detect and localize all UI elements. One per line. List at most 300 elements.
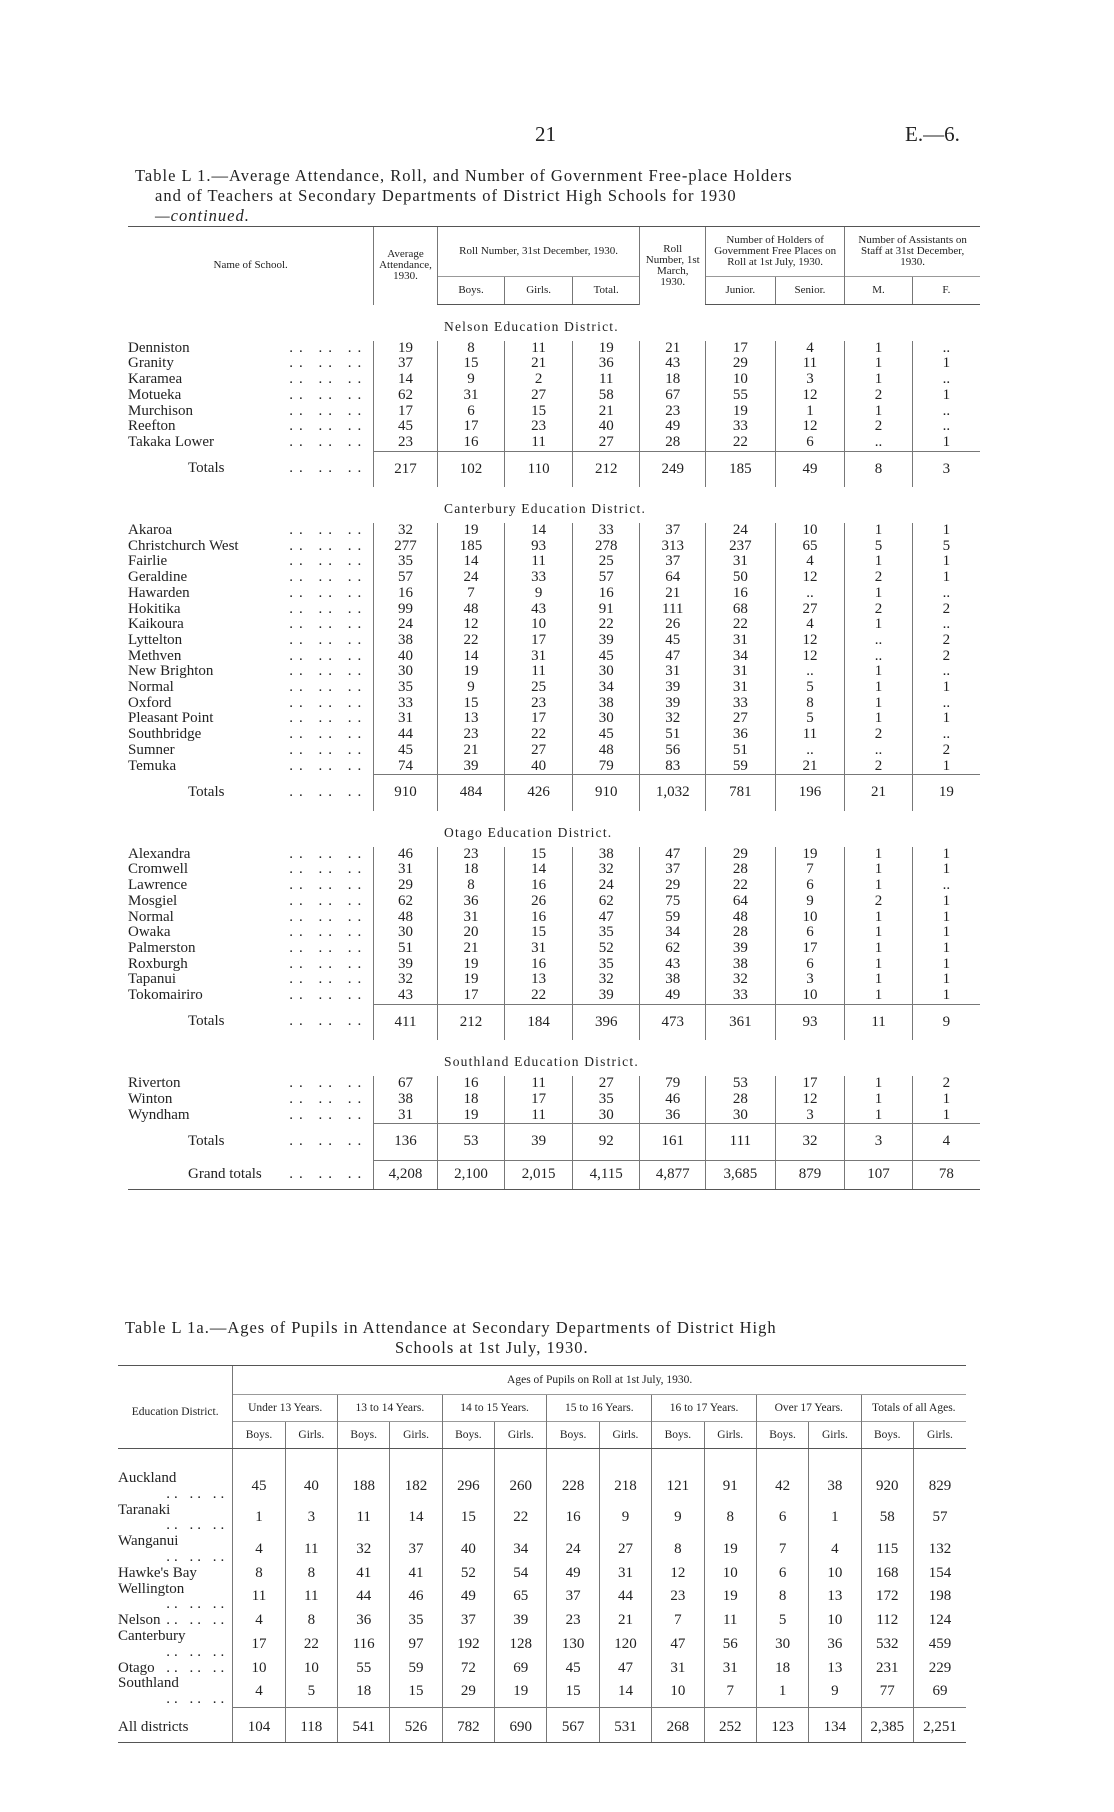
table-cell: 18 bbox=[437, 1092, 505, 1108]
table-cell: 1 bbox=[845, 372, 913, 388]
table-cell: 6 bbox=[775, 925, 845, 941]
table-cell: 1 bbox=[845, 1092, 913, 1108]
table-cell: 42 bbox=[756, 1449, 808, 1503]
table-cell: 14 bbox=[437, 554, 505, 570]
table-row bbox=[128, 356, 980, 372]
table-cell: 34 bbox=[706, 649, 776, 665]
table-cell: 1 bbox=[912, 523, 980, 539]
table-cell: 41 bbox=[338, 1566, 390, 1582]
table-cell: 212 bbox=[437, 1004, 505, 1040]
table-cell: 4 bbox=[809, 1534, 861, 1566]
table-cell: 24 bbox=[437, 570, 505, 586]
table-cell: 1 bbox=[912, 925, 980, 941]
table-row bbox=[128, 696, 980, 712]
table-cell: .. bbox=[912, 419, 980, 435]
table-cell: 19 bbox=[374, 341, 437, 357]
table-cell: 4 bbox=[775, 341, 845, 357]
table-cell: 15 bbox=[390, 1676, 442, 1708]
table-cell: 27 bbox=[599, 1534, 651, 1566]
table-cell: 45 bbox=[572, 727, 640, 743]
school-name: Otago .. .. .. bbox=[118, 1659, 229, 1676]
table-cell: 16 bbox=[437, 435, 505, 451]
table-cell: 33 bbox=[706, 988, 776, 1004]
table-cell: 1 bbox=[845, 356, 913, 372]
table-cell: 6 bbox=[775, 435, 845, 451]
table-cell: 1 bbox=[845, 910, 913, 926]
school-name: Normal .. .. .. bbox=[128, 679, 368, 696]
table-cell: 231 bbox=[861, 1661, 913, 1677]
table-cell: 1 bbox=[845, 617, 913, 633]
table-cell: 1 bbox=[845, 957, 913, 973]
table-cell: 1 bbox=[912, 1108, 980, 1124]
table-cell: 67 bbox=[374, 1076, 437, 1092]
district-heading: Otago Education District. bbox=[444, 824, 613, 840]
table-cell: 13 bbox=[809, 1661, 861, 1677]
table-cell: 12 bbox=[437, 617, 505, 633]
table-cell: 15 bbox=[437, 356, 505, 372]
col-avg-header: Average Attendance, 1930. bbox=[374, 227, 437, 305]
table-cell: 24 bbox=[706, 523, 776, 539]
table-cell: 15 bbox=[437, 696, 505, 712]
table-cell: 128 bbox=[495, 1629, 547, 1661]
table-cell: 74 bbox=[374, 759, 437, 775]
table-cell: 62 bbox=[374, 388, 437, 404]
table-cell: 22 bbox=[706, 435, 776, 451]
table-cell: 75 bbox=[640, 894, 706, 910]
table-cell: 16 bbox=[572, 586, 640, 602]
table-cell: 35 bbox=[374, 680, 437, 696]
table-cell: 49 bbox=[442, 1582, 494, 1614]
age-group-header: 15 to 16 Years. bbox=[547, 1395, 652, 1422]
table-cell: 879 bbox=[775, 1160, 845, 1189]
table-cell: 40 bbox=[374, 649, 437, 665]
table-cell: 21 bbox=[599, 1613, 651, 1629]
table-cell: 10 bbox=[706, 372, 776, 388]
table-row bbox=[128, 878, 980, 894]
table-cell: 781 bbox=[706, 775, 776, 811]
table-cell: 19 bbox=[437, 1108, 505, 1124]
table-cell: 104 bbox=[233, 1708, 285, 1743]
school-name: Oxford .. .. .. bbox=[128, 694, 368, 711]
table-cell: 45 bbox=[547, 1661, 599, 1677]
table-cell: 69 bbox=[495, 1661, 547, 1677]
table-cell: 46 bbox=[390, 1582, 442, 1614]
table-row bbox=[128, 617, 980, 633]
school-name: Lyttelton .. .. .. bbox=[128, 631, 368, 648]
table-cell: 64 bbox=[640, 570, 706, 586]
table-cell: 29 bbox=[706, 356, 776, 372]
table-cell: 48 bbox=[437, 602, 505, 618]
table-cell: 260 bbox=[495, 1449, 547, 1503]
table-cell: 11 bbox=[845, 1004, 913, 1040]
table-cell: 30 bbox=[706, 1108, 776, 1124]
table-cell: 1 bbox=[845, 341, 913, 357]
school-name: Hokitika .. .. .. bbox=[128, 600, 368, 617]
table-cell: 2 bbox=[845, 419, 913, 435]
table-cell: 15 bbox=[505, 847, 573, 863]
table-row bbox=[128, 1108, 980, 1124]
school-name: Cromwell .. .. .. bbox=[128, 861, 368, 878]
district-heading: Canterbury Education District. bbox=[444, 501, 647, 517]
table-cell: 35 bbox=[374, 554, 437, 570]
table2-title: Table L 1a.—Ages of Pupils in Attendance at Secondary Departments of District High Schools at 1st July, 1930. bbox=[125, 1318, 777, 1357]
table-cell: 47 bbox=[640, 649, 706, 665]
table-cell: 79 bbox=[640, 1076, 706, 1092]
table-cell: 45 bbox=[640, 633, 706, 649]
table-cell: 17 bbox=[233, 1629, 285, 1661]
table-cell: 31 bbox=[652, 1661, 704, 1677]
table-cell: 27 bbox=[505, 388, 573, 404]
table-cell: 11 bbox=[338, 1503, 390, 1535]
table1-title: Table L 1.—Average Attendance, Roll, and Number of Government Free-place Holders and of Teachers at Secondary Departments of District High Schools for 1930 —continued. bbox=[135, 166, 793, 225]
table-cell: 10 bbox=[809, 1613, 861, 1629]
table-cell: 27 bbox=[775, 602, 845, 618]
table-cell: 41 bbox=[390, 1566, 442, 1582]
table-cell: 14 bbox=[505, 523, 573, 539]
table-cell: 25 bbox=[572, 554, 640, 570]
table-cell: 10 bbox=[704, 1566, 756, 1582]
table-cell: 37 bbox=[374, 356, 437, 372]
table-cell: .. bbox=[912, 372, 980, 388]
table-cell: 78 bbox=[912, 1160, 980, 1189]
table-cell: 1 bbox=[912, 356, 980, 372]
table-cell: 185 bbox=[706, 451, 776, 487]
table-cell: 37 bbox=[547, 1582, 599, 1614]
table-cell: 115 bbox=[861, 1534, 913, 1566]
table-cell: 4 bbox=[775, 554, 845, 570]
boys-header: Boys. bbox=[233, 1422, 285, 1449]
table-cell: 32 bbox=[374, 972, 437, 988]
table-cell: 29 bbox=[706, 847, 776, 863]
table-cell: 31 bbox=[706, 680, 776, 696]
age-group-header: Over 17 Years. bbox=[756, 1395, 861, 1422]
table-cell: 237 bbox=[706, 539, 776, 555]
table-cell: 18 bbox=[756, 1661, 808, 1677]
table-cell: 11 bbox=[775, 356, 845, 372]
table-cell: 2 bbox=[912, 633, 980, 649]
totals-row bbox=[128, 451, 980, 487]
table-cell: 218 bbox=[599, 1449, 651, 1503]
school-name: Auckland .. .. .. bbox=[118, 1470, 229, 1502]
table-cell: 2,251 bbox=[913, 1708, 966, 1743]
table-cell: 39 bbox=[572, 633, 640, 649]
table-cell: 51 bbox=[706, 743, 776, 759]
table-cell: 35 bbox=[572, 925, 640, 941]
school-name: Owaka .. .. .. bbox=[128, 924, 368, 941]
table-cell: 15 bbox=[505, 925, 573, 941]
table-cell: 17 bbox=[505, 711, 573, 727]
school-name: Normal .. .. .. bbox=[128, 908, 368, 925]
table-cell: 192 bbox=[442, 1629, 494, 1661]
table-cell: 45 bbox=[233, 1449, 285, 1503]
table-row bbox=[128, 957, 980, 973]
table-cell: 1 bbox=[845, 404, 913, 420]
table-row bbox=[118, 1613, 966, 1629]
table-cell: 31 bbox=[640, 664, 706, 680]
table-cell: 29 bbox=[442, 1676, 494, 1708]
table-cell: 212 bbox=[572, 451, 640, 487]
table-cell: 40 bbox=[572, 419, 640, 435]
table-cell: 28 bbox=[706, 862, 776, 878]
table-cell: 39 bbox=[495, 1613, 547, 1629]
table-cell: 120 bbox=[599, 1629, 651, 1661]
table-cell: 77 bbox=[861, 1676, 913, 1708]
table-cell: 198 bbox=[913, 1582, 966, 1614]
table-cell: 59 bbox=[640, 910, 706, 926]
table-cell: 17 bbox=[775, 941, 845, 957]
table-cell: 21 bbox=[640, 341, 706, 357]
col-assistants-header: Number of Assistants on Staff at 31st December, 1930. bbox=[845, 227, 980, 277]
table-cell: 45 bbox=[374, 743, 437, 759]
table-cell: 37 bbox=[442, 1613, 494, 1629]
table-cell: 47 bbox=[572, 910, 640, 926]
table-cell: 31 bbox=[437, 388, 505, 404]
table-cell: 14 bbox=[374, 372, 437, 388]
table-cell: 277 bbox=[374, 539, 437, 555]
table-cell: 22 bbox=[505, 727, 573, 743]
table-cell: 45 bbox=[572, 649, 640, 665]
table-row bbox=[118, 1676, 966, 1708]
table-cell: 52 bbox=[442, 1566, 494, 1582]
table-cell: 7 bbox=[756, 1534, 808, 1566]
school-name: Taranaki .. .. .. bbox=[118, 1501, 229, 1534]
table-cell: 18 bbox=[640, 372, 706, 388]
table-row bbox=[128, 1076, 980, 1092]
table-cell: 2 bbox=[845, 759, 913, 775]
table-cell: 49 bbox=[640, 419, 706, 435]
table-cell: 32 bbox=[640, 711, 706, 727]
table-cell: 10 bbox=[775, 910, 845, 926]
table-row bbox=[118, 1629, 966, 1661]
table-row bbox=[128, 910, 980, 926]
school-name: Canterbury .. .. .. bbox=[118, 1627, 229, 1660]
table-cell: 48 bbox=[374, 910, 437, 926]
table-cell: 111 bbox=[706, 1124, 776, 1161]
table-cell: 228 bbox=[547, 1449, 599, 1503]
table-cell: 11 bbox=[704, 1613, 756, 1629]
table-cell: 58 bbox=[861, 1503, 913, 1535]
table-cell: 28 bbox=[706, 925, 776, 941]
table-cell: 1 bbox=[912, 957, 980, 973]
table-cell: 22 bbox=[706, 617, 776, 633]
table-cell: 30 bbox=[756, 1629, 808, 1661]
table-cell: 8 bbox=[845, 451, 913, 487]
table-cell: 40 bbox=[442, 1534, 494, 1566]
table-cell: 1 bbox=[912, 847, 980, 863]
table-cell: 1,032 bbox=[640, 775, 706, 811]
school-name: Kaikoura .. .. .. bbox=[128, 616, 368, 633]
table-cell: 1 bbox=[845, 680, 913, 696]
table-cell: 38 bbox=[374, 633, 437, 649]
table-cell: 2,015 bbox=[505, 1160, 573, 1189]
table-cell: 39 bbox=[505, 1124, 573, 1161]
table-cell: 1 bbox=[845, 554, 913, 570]
table-cell: 1 bbox=[233, 1503, 285, 1535]
table-cell: 35 bbox=[572, 957, 640, 973]
boys-header: Boys. bbox=[861, 1422, 913, 1449]
table-cell: 5 bbox=[775, 680, 845, 696]
table-cell: 39 bbox=[706, 941, 776, 957]
table-row bbox=[128, 539, 980, 555]
table-row bbox=[128, 759, 980, 775]
school-name: New Brighton .. .. .. bbox=[128, 663, 368, 680]
table-cell: .. bbox=[845, 743, 913, 759]
table-cell: 33 bbox=[706, 419, 776, 435]
table-cell: 7 bbox=[775, 862, 845, 878]
table-cell: 168 bbox=[861, 1566, 913, 1582]
district-heading-row bbox=[128, 811, 980, 847]
table-cell: 31 bbox=[505, 649, 573, 665]
table-cell: 37 bbox=[640, 554, 706, 570]
table-cell: 36 bbox=[572, 356, 640, 372]
age-group-header: 13 to 14 Years. bbox=[338, 1395, 443, 1422]
table-cell: 9 bbox=[652, 1503, 704, 1535]
table-cell: 185 bbox=[437, 539, 505, 555]
table-row bbox=[128, 388, 980, 404]
table-cell: 67 bbox=[640, 388, 706, 404]
table-cell: 3 bbox=[775, 972, 845, 988]
table-cell: 23 bbox=[437, 727, 505, 743]
table-cell: 34 bbox=[572, 680, 640, 696]
table-row bbox=[128, 602, 980, 618]
table-cell: 19 bbox=[704, 1582, 756, 1614]
table-cell: 2,100 bbox=[437, 1160, 505, 1189]
school-name: Wyndham .. .. .. bbox=[128, 1106, 368, 1123]
table-cell: 38 bbox=[374, 1092, 437, 1108]
table-cell: 12 bbox=[775, 1092, 845, 1108]
table-cell: 49 bbox=[547, 1566, 599, 1582]
table-cell: 4 bbox=[775, 617, 845, 633]
table-cell: 12 bbox=[775, 570, 845, 586]
table-cell: 1 bbox=[845, 711, 913, 727]
table-cell: 26 bbox=[505, 894, 573, 910]
table-cell: 6 bbox=[775, 878, 845, 894]
table-cell: 36 bbox=[640, 1108, 706, 1124]
totals-row bbox=[128, 1124, 980, 1161]
table-cell: 21 bbox=[437, 743, 505, 759]
table-cell: 5 bbox=[285, 1676, 337, 1708]
table-cell: 54 bbox=[495, 1566, 547, 1582]
table-cell: 5 bbox=[775, 711, 845, 727]
table-cell: 36 bbox=[706, 727, 776, 743]
table-cell: 313 bbox=[640, 539, 706, 555]
table-cell: 1 bbox=[845, 1076, 913, 1092]
table-cell: 8 bbox=[285, 1613, 337, 1629]
table-cell: .. bbox=[912, 617, 980, 633]
table-cell: 411 bbox=[374, 1004, 437, 1040]
table-cell: 3,685 bbox=[706, 1160, 776, 1189]
table-cell: 17 bbox=[437, 988, 505, 1004]
all-districts-row bbox=[118, 1708, 966, 1743]
table-cell: 45 bbox=[374, 419, 437, 435]
table-row bbox=[128, 925, 980, 941]
table-cell: 23 bbox=[505, 419, 573, 435]
table-cell: 567 bbox=[547, 1708, 599, 1743]
boys-header: Boys. bbox=[338, 1422, 390, 1449]
table-cell: 22 bbox=[505, 988, 573, 1004]
school-name: Fairlie .. .. .. bbox=[128, 553, 368, 570]
table-cell: 43 bbox=[374, 988, 437, 1004]
col-holders-header: Number of Holders of Government Free Places on Roll at 1st July, 1930. bbox=[706, 227, 845, 277]
table-cell: 11 bbox=[285, 1582, 337, 1614]
table-cell: 39 bbox=[572, 988, 640, 1004]
table-cell: 7 bbox=[652, 1613, 704, 1629]
table-cell: 97 bbox=[390, 1629, 442, 1661]
table-cell: 1 bbox=[845, 988, 913, 1004]
table-cell: 107 bbox=[845, 1160, 913, 1189]
table-cell: 16 bbox=[505, 878, 573, 894]
table-cell: 9 bbox=[505, 586, 573, 602]
table-cell: 1 bbox=[912, 554, 980, 570]
table-cell: 27 bbox=[505, 743, 573, 759]
table-cell: 47 bbox=[652, 1629, 704, 1661]
table-cell: 23 bbox=[505, 696, 573, 712]
table-cell: 38 bbox=[572, 847, 640, 863]
table-row bbox=[128, 894, 980, 910]
table-cell: 112 bbox=[861, 1613, 913, 1629]
table-cell: 17 bbox=[706, 341, 776, 357]
table-cell: 1 bbox=[845, 523, 913, 539]
page-number: 21 bbox=[535, 122, 556, 146]
table-cell: .. bbox=[775, 664, 845, 680]
table-row bbox=[118, 1566, 966, 1582]
table-cell: 24 bbox=[572, 878, 640, 894]
table-cell: 22 bbox=[285, 1629, 337, 1661]
school-name: Wellington .. .. .. bbox=[118, 1580, 229, 1613]
table-cell: 8 bbox=[756, 1582, 808, 1614]
table-cell: 7 bbox=[437, 586, 505, 602]
table-cell: 15 bbox=[442, 1503, 494, 1535]
table-cell: 21 bbox=[640, 586, 706, 602]
table-row bbox=[128, 743, 980, 759]
table-cell: 1 bbox=[845, 847, 913, 863]
school-name: Alexandra .. .. .. bbox=[128, 845, 368, 862]
school-name: Totals .. .. .. bbox=[188, 784, 368, 801]
school-name: Southland .. .. .. bbox=[118, 1675, 229, 1708]
table-cell: 10 bbox=[233, 1661, 285, 1677]
school-name: Geraldine .. .. .. bbox=[128, 569, 368, 586]
table-cell: 93 bbox=[505, 539, 573, 555]
age-group-header: 14 to 15 Years. bbox=[442, 1395, 547, 1422]
district-heading: Nelson Education District. bbox=[444, 319, 619, 334]
table-cell: 31 bbox=[706, 554, 776, 570]
table-cell: 30 bbox=[572, 664, 640, 680]
table-cell: .. bbox=[912, 727, 980, 743]
table-cell: 8 bbox=[233, 1566, 285, 1582]
table-cell: 1 bbox=[845, 925, 913, 941]
table-cell: 1 bbox=[775, 404, 845, 420]
table-cell: 249 bbox=[640, 451, 706, 487]
table-row bbox=[118, 1449, 966, 1503]
table-row bbox=[128, 1092, 980, 1108]
table-cell: 9 bbox=[437, 372, 505, 388]
table-cell: 1 bbox=[756, 1676, 808, 1708]
district-heading-row bbox=[128, 1040, 980, 1076]
table-cell: 118 bbox=[285, 1708, 337, 1743]
table-cell: 16 bbox=[505, 957, 573, 973]
table-cell: 782 bbox=[442, 1708, 494, 1743]
table-cell: 57 bbox=[913, 1503, 966, 1535]
table-cell: 1 bbox=[845, 878, 913, 894]
school-name: Winton .. .. .. bbox=[128, 1090, 368, 1107]
col-name-header: Name of School. bbox=[128, 227, 374, 305]
table-cell: 57 bbox=[374, 570, 437, 586]
table-cell: 531 bbox=[599, 1708, 651, 1743]
table-cell: 57 bbox=[572, 570, 640, 586]
table-cell: 21 bbox=[845, 775, 913, 811]
table-cell: 12 bbox=[652, 1566, 704, 1582]
table-cell: 2 bbox=[845, 727, 913, 743]
